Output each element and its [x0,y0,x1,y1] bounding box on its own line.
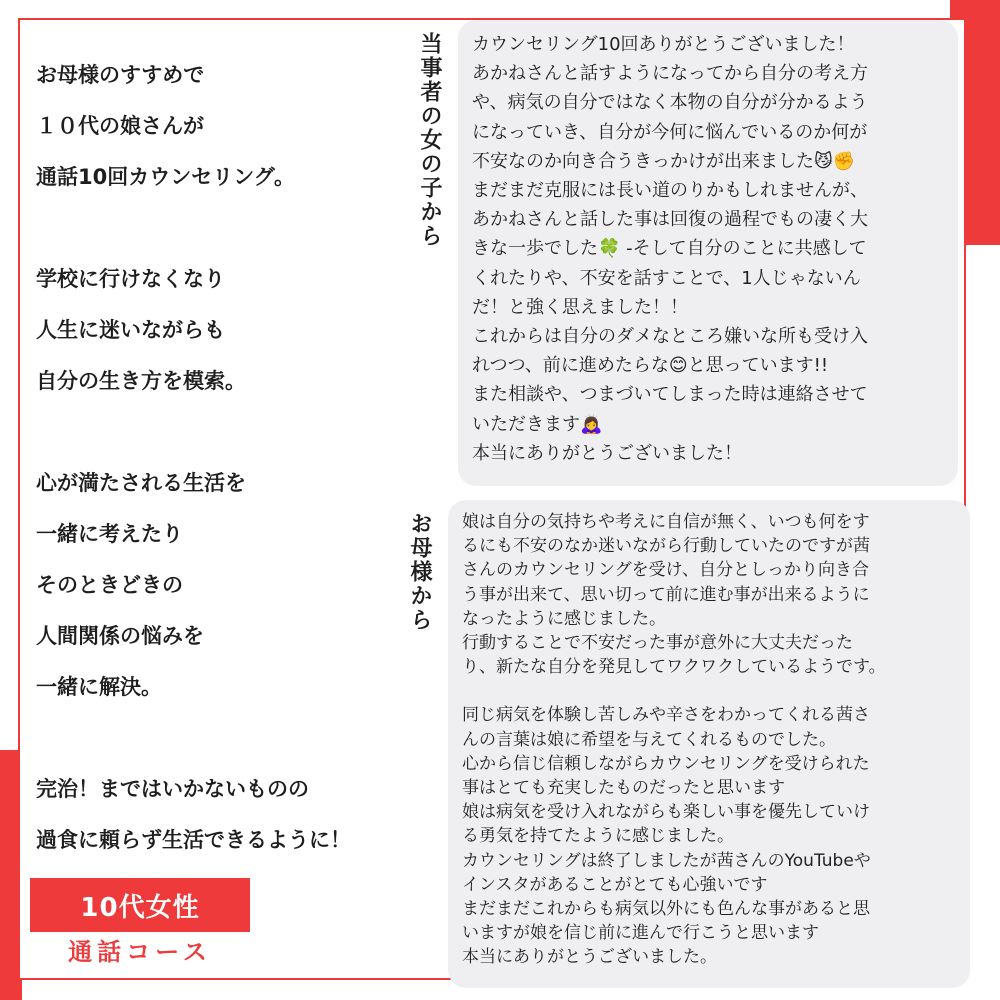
daughter-message-line: いただきます🙇‍♀️ [472,413,603,435]
daughter-message-line: れつつ、前に進めたらな😊と思っています!! [472,355,829,377]
daughter-message-line: あかねさんと話すようになってから自分の考え方 [472,63,868,85]
mother-message-line: さんのカウンセリングを受け、自分としっかり向き合 [462,560,869,581]
age-badge: 10代女性 [30,878,250,932]
summary-line: 人生に迷いながらも [36,318,225,342]
summary-line: 心が満たされる生活を [36,471,246,495]
summary-line: 完治！まではいかないものの [36,777,309,801]
daughter-message-line: 本当にありがとうございました！ [472,442,742,464]
mother-message-line: インスタがあることがとても心強いです [462,874,768,895]
mother-message-line: り、新たな自分を発見してワクワクしているようです。 [462,657,886,678]
mother-message-line: まだまだこれからも病気以外にも色んな事があると思 [462,899,870,920]
mother-message-line: 本当にありがとうございました。 [462,947,717,968]
mother-message-line: 同じ病気を体験し苦しみや辛さをわかってくれる茜さ [462,705,870,726]
course-label: 通話コース [68,938,212,966]
mother-message-line: 娘は自分の気持ちや考えに自信が無く、いつも何をす [462,512,870,532]
daughter-label: 当事者の女の子から [417,32,442,248]
mother-label: お母様から [407,512,432,632]
summary-line: お母様のすすめで [36,63,205,87]
summary-text [36,50,426,866]
daughter-message-line: 不安なのか向き合うきっかけが出来ました😼✊ [472,150,856,172]
mother-message-bubble [448,500,970,988]
mother-message-line: 行動することで不安だった事が意外に大丈夫だった [462,633,853,654]
summary-line [36,407,426,458]
mother-message-line: 娘は病気を受け入れながらも楽しい事を優先していけ [462,802,870,823]
summary-line: 過食に頼らず生活できるように！ [36,828,351,852]
daughter-message-bubble [458,20,958,486]
mother-message-line: なったように感じました。 [462,608,666,629]
summary-line: 学校に行けなくなり [36,267,225,291]
summary-line: 人間関係の悩みを [36,624,204,648]
daughter-message-line: あかねさんと話した事は回復の過程でもの凄く大 [472,209,868,231]
summary-line [36,203,426,254]
daughter-message-line: これからは自分のダメなところ嫌いな所も受け入 [472,326,868,348]
mother-message-line: る勇気を持てたように感じました。 [462,826,734,847]
summary-line [36,713,426,764]
mother-message-line: んの言葉は娘に希望を与えてくれるものでした。 [462,729,836,750]
daughter-message-line: くれたりや、不安を話すことで、1人じゃないん [472,267,861,289]
daughter-message-line: きな一歩でした🍀 -そして自分のことに共感して [472,238,867,260]
daughter-message-line: だ！と強く思えました！！ [472,296,688,318]
mother-message-line [462,679,956,703]
summary-line: 一緒に解決。 [36,675,162,699]
summary-line: 通話10回カウンセリング。 [36,165,295,189]
daughter-message-line: カウンセリング10回ありがとうございました！ [472,34,855,55]
daughter-message-line: また相談や、つまづいてしまった時は連絡させて [472,384,868,406]
mother-message-line: るにも不安のなか迷いながら行動していたのですが茜 [462,536,870,557]
summary-line: 一緒に考えたり [36,522,183,546]
mother-message-line: 心から信じ信頼しながらカウンセリングを受けられた [462,753,870,774]
mother-message-line: 事はとても充実したものだったと思います [462,778,785,799]
mother-message-line: いますが娘を信じ前に進んで行こうと思います [462,923,819,944]
daughter-message-line: や、病気の自分ではなく本物の自分が分かるよう [472,92,868,114]
summary-line: そのときどきの [36,573,183,597]
summary-line: 自分の生き方を模索。 [36,369,246,393]
summary-line: １０代の娘さんが [36,114,204,138]
mother-message-line: う事が出来て、思い切って前に進む事が出来るように [462,584,870,605]
mother-message-line: カウンセリングは終了しましたが茜さんのYouTubeや [462,850,871,871]
daughter-message-line: まだまだ克服には長い道のりかもしれませんが、 [472,180,868,202]
daughter-message-line: になっていき、自分が今何に悩んでいるのか何が [472,121,868,143]
